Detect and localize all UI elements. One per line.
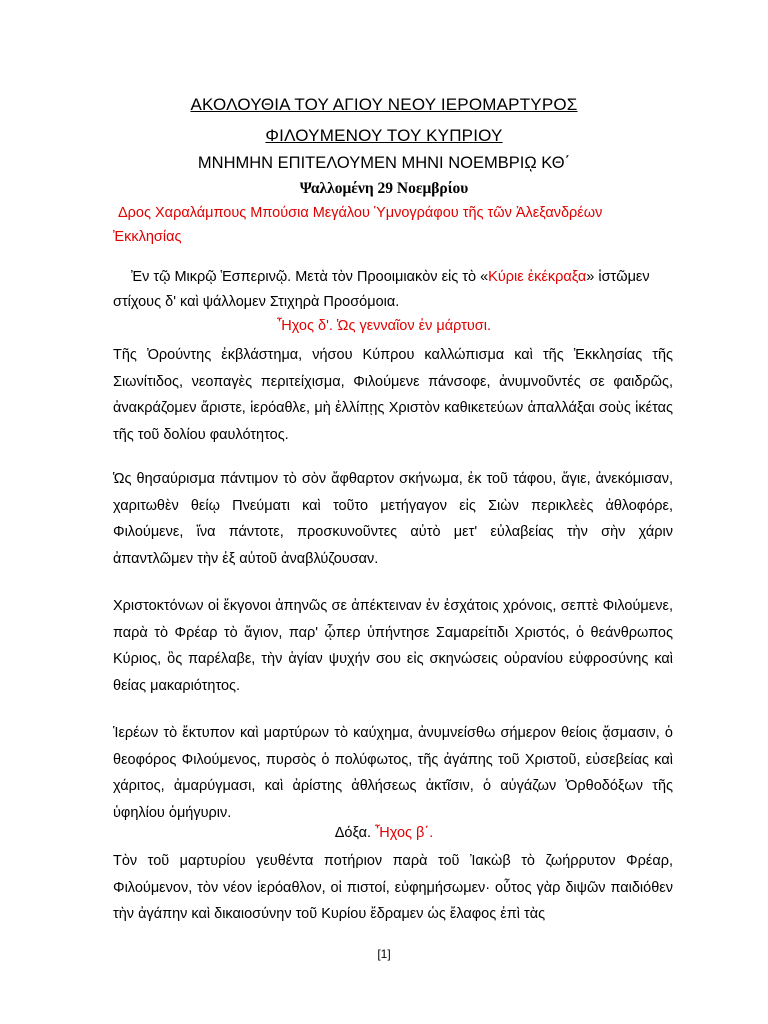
rubric-kyrie-ekekraxa: Κύριε ἐκέκραξα	[488, 269, 587, 285]
sticheron-3: Χριστοκτόνων οἱ ἔκγονοι ἀπηνῶς σε ἀπέκτειναν ἐν ἐσχάτοις χρόνοις, σεπτὲ Φιλούμενε, παρὰ τὸ Φρέαρ τὸ ἅγιον, παρ' ᾧπερ ὑπήντησε Σαμαρείτιδι Χριστός, ὁ θεάνθρωπος Κύριος, ὃς παρέλαβε, τὴν ἁγίαν ψυχήν σου εἰς σκηνώσεις οὐρανίου εὐφροσύνης καὶ θείας μακαριότητος.	[113, 598, 673, 694]
doxastikon: Τὸν τοῦ μαρτυρίου γευθέντα ποτήριον παρὰ τοῦ Ἰακὼβ τὸ ζωήρρυτον Φρέαρ, Φιλούμενον, τὸν νέον ἱερόαθλον, οἱ πιστοί, εὐφημήσωμεν· οὗτος γὰρ διψῶν παιδιόθεν τὴν ἀγάπην καὶ δικαιοσύνην τοῦ Κυρίου ἔδραμεν ὡς ἔλαφος ἐπὶ τὰς	[113, 853, 673, 922]
doxa-heading	[0, 825, 768, 841]
page-number: [1]	[377, 947, 391, 961]
title-line-3: ΜΝΗΜΗΝ ΕΠΙΤΕΛΟΥΜΕΝ ΜΗΝΙ ΝΟΕΜΒΡΙῼ ΚΘ΄	[197, 154, 571, 172]
vespers-rubric	[113, 265, 673, 315]
echos-heading: Ἦχος δ'. Ὡς γενναῖον ἐν μάρτυσι.	[276, 318, 492, 334]
doxa-label: Δόξα.	[334, 825, 371, 841]
rubric-part-1: Ἐν τῷ Μικρῷ Ἑσπερινῷ. Μετὰ τὸν Προοιμιακὸν εἰς τὸ «	[131, 269, 489, 285]
sticheron-2: Ὡς θησαύρισμα πάντιμον τὸ σὸν ἄφθαρτον σκήνωμα, ἐκ τοῦ τάφου, ἅγιε, ἀνεκόμισαν, χαριτωθὲν θείῳ Πνεύματι καὶ τοῦτο μετήγαγον εἰς Σιὼν περικλεὲς ἀθλοφόρε, Φιλούμενε, ἵνα πάντοτε, προσκυνοῦντες αὐτὸ μετ' εὐλαβείας τὴν σὴν χάριν ἀπαντλῶμεν τὴν ἐξ αὐτοῦ ἀναβλύζουσαν.	[113, 471, 673, 567]
author-line: Δρος Χαραλάμπους Μπούσια Μεγάλου Ὑμνογράφου τῆς τῶν Ἀλεξανδρέων Ἐκκλησίας	[113, 205, 603, 245]
title-line-2: ΦΙΛΟΥΜΕΝΟΥ ΤΟΥ ΚΥΠΡΙΟΥ	[265, 126, 503, 145]
sticheron-4: Ἱερέων τὸ ἔκτυπον καὶ μαρτύρων τὸ καύχημα, ἀνυμνείσθω σήμερον θείοις ᾄσμασιν, ὁ θεοφόρος Φιλούμενος, πυρσὸς ὁ πολύφωτος, τῆς ἀγάπης τοῦ Χριστοῦ, εὐσεβείας καὶ χάριτος, ἀμαρύγμασι, καὶ ἀρίστης ἀθλήσεως ἀκτῖσιν, ὁ αὐγάζων Ὀρθοδόξων τῆς ὑφηλίου ὁμήγυριν.	[113, 725, 673, 821]
rubric-part-2: » ἱστῶμεν στίχους δ' καὶ ψάλλομεν Στιχηρὰ Προσόμοια.	[113, 269, 650, 310]
doxa-echos: Ἦχος β΄.	[375, 825, 434, 841]
sticheron-1: Τῆς Ὀρούντης ἐκβλάστημα, νήσου Κύπρου καλλώπισμα καὶ τῆς Ἐκκλησίας τῆς Σιωνίτιδος, νεοπαγὲς περιτείχισμα, Φιλούμενε πάνσοφε, ἀνυμνοῦντές σε φαιδρῶς, ἀνακράζομεν ἄριστε, ἱερόαθλε, μὴ ἐλλίπῃς Χριστὸν καθικετεύων ἀπαλλάξαι σοὺς ἱκέτας τῆς τοῦ δολίου φαυλότητος.	[113, 347, 673, 443]
subtitle-date: Ψαλλομένη 29 Νοεμβρίου	[299, 180, 469, 197]
title-line-1: ΑΚΟΛΟΥΘΙΑ ΤΟΥ ΑΓΙΟΥ ΝΕΟΥ ΙΕΡΟΜΑΡΤΥΡΟΣ	[190, 95, 578, 114]
